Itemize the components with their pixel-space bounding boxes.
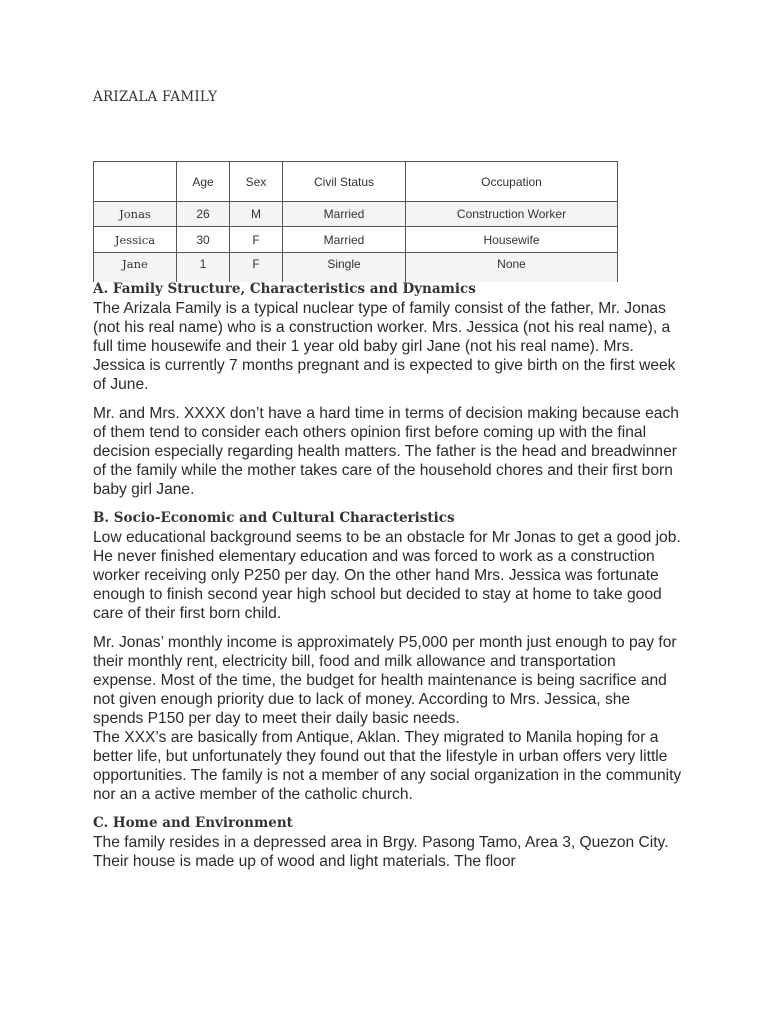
paragraph: The Arizala Family is a typical nuclear type of family consist of the father, Mr. Jonas (not his real name) who is a construction worker. Mrs. Jessica (not his real name), a full time housewife and their 1 year old baby girl Jane (not his real name). Mrs. Jessica is currently 7 months pregnant and is expected to give birth on the first week of June.: [93, 300, 676, 393]
table-cell-occupation: None: [406, 253, 618, 283]
table-cell-name: Jessica: [94, 227, 177, 253]
table-cell-occupation: Construction Worker: [406, 202, 618, 227]
table-cell-civil-status: Single: [283, 253, 406, 283]
table-cell-occupation: Housewife: [406, 227, 618, 253]
table-header-sex: Sex: [230, 162, 283, 202]
table-cell-sex: F: [230, 253, 283, 283]
table-cell-name: Jonas: [94, 202, 177, 227]
paragraph: Low educational background seems to be an obstacle for Mr Jonas to get a good job. He never finished elementary education and was forced to work as a construction worker receiving only P250 per day. On the other hand Mrs. Jessica was fortunate enough to finish second year high school but decided to stay at home to take good care of their first born child.: [93, 529, 681, 622]
table-row: [94, 253, 618, 283]
section-heading-home-environment: C. Home and Environment: [93, 815, 293, 831]
table-header-name: [94, 162, 177, 202]
table-header-age: Age: [177, 162, 230, 202]
section-heading-socio-economic: B. Socio-Economic and Cultural Characteristics: [93, 510, 455, 526]
paragraph: Mr. Jonas’ monthly income is approximately P5,000 per month just enough to pay for their monthly rent, electricity bill, food and milk allowance and transportation expense. Most of the time, the budget for health maintenance is being sacrifice and not given enough priority due to lack of money. According to Mrs. Jessica, she spends P150 per day to meet their daily basic needs.: [93, 634, 677, 727]
table-header-row: [94, 162, 618, 202]
table-cell-age: 30: [177, 227, 230, 253]
paragraph: Mr. and Mrs. XXXX don’t have a hard time in terms of decision making because each of them tend to consider each others opinion first before coming up with the final decision especially regarding health matters. The father is the head and breadwinner of the family while the mother takes care of the household chores and their first born baby girl Jane.: [93, 405, 679, 498]
paragraph: The family resides in a depressed area in Brgy. Pasong Tamo, Area 3, Quezon City. Their house is made up of wood and light materials. The floor: [93, 834, 669, 870]
table-header-occupation: Occupation: [406, 162, 618, 202]
family-members-table: [93, 161, 618, 282]
section-heading-family-structure: A. Family Structure, Characteristics and Dynamics: [93, 281, 476, 297]
paragraph: The XXX’s are basically from Antique, Aklan. They migrated to Manila hoping for a better life, but unfortunately they found out that the lifestyle in urban offers very little opportunities. The family is not a member of any social organization in the community nor an a active member of the catholic church.: [93, 729, 682, 803]
table-cell-sex: M: [230, 202, 283, 227]
table-cell-name: Jane: [94, 253, 177, 283]
table-cell-civil-status: Married: [283, 202, 406, 227]
table-row: [94, 227, 618, 253]
document-title: ARIZALA FAMILY: [93, 89, 218, 105]
table-cell-age: 1: [177, 253, 230, 283]
table-cell-civil-status: Married: [283, 227, 406, 253]
table-cell-age: 26: [177, 202, 230, 227]
document-body: [93, 280, 683, 881]
table-cell-sex: F: [230, 227, 283, 253]
table-row: [94, 202, 618, 227]
table-header-civil-status: Civil Status: [283, 162, 406, 202]
